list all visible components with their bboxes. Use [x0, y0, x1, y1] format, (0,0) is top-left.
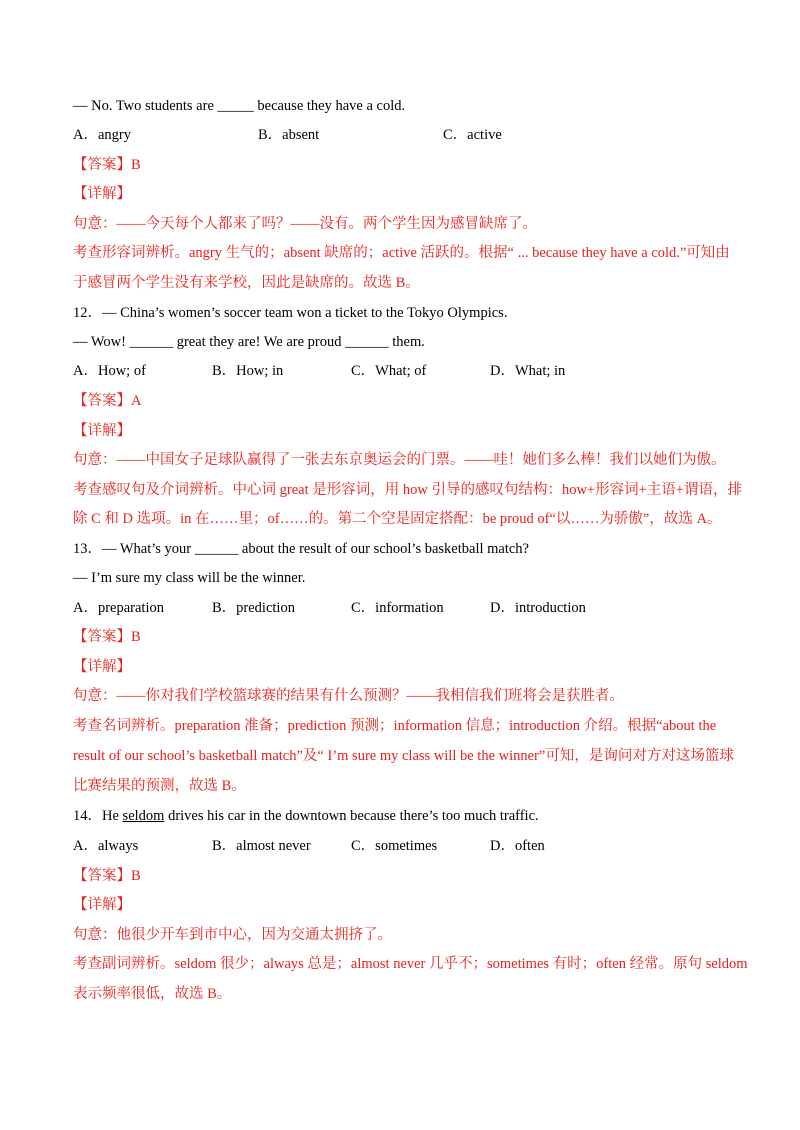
- q13-meaning: 句意：——你对我们学校篮球赛的结果有什么预测？——我相信我们班将会是获胜者。: [73, 688, 624, 704]
- q11-option-a: A．angry: [73, 127, 131, 143]
- q13-analysis-line-1: 考查名词辨析。preparation 准备；prediction 预测；information 信息；introduction 介绍。根据“about the: [73, 718, 717, 734]
- q13-option-a: A．preparation: [73, 600, 164, 616]
- q12-analysis-line-2: 除 C 和 D 选项。in 在……里；of……的。第二个空是固定搭配：be proud of“以……为骄傲”，故选 A。: [73, 511, 722, 527]
- q14-meaning: 句意：他很少开车到市中心，因为交通太拥挤了。: [73, 927, 392, 943]
- q11-detail-label: 【详解】: [73, 186, 131, 202]
- q12-option-d: D．What; in: [490, 363, 566, 379]
- q13-option-b: B．prediction: [212, 600, 295, 616]
- q14-option-d: D．often: [490, 838, 545, 854]
- q14-question-prefix: 14．He: [73, 808, 123, 824]
- q12-answer: 【答案】A: [73, 393, 142, 409]
- q14-option-a: A．always: [73, 838, 139, 854]
- q14-question-suffix: drives his car in the downtown because there’s too much traffic.: [164, 808, 539, 824]
- q14-underlined-word: seldom: [122, 808, 165, 824]
- q13-option-d: D．introduction: [490, 600, 586, 616]
- q12-option-a: A．How; of: [73, 363, 146, 379]
- q12-detail-label: 【详解】: [73, 423, 131, 439]
- q14-question: [73, 806, 539, 826]
- q14-option-b: B．almost never: [212, 838, 311, 854]
- q11-answer: 【答案】B: [73, 157, 141, 173]
- q14-detail-label: 【详解】: [73, 897, 131, 913]
- q13-dialog-line: — I’m sure my class will be the winner.: [73, 570, 306, 586]
- q11-meaning: 句意：——今天每个人都来了吗？——没有。两个学生因为感冒缺席了。: [73, 216, 537, 232]
- q13-answer: 【答案】B: [73, 629, 141, 645]
- q14-analysis-line-1: 考查副词辨析。seldom 很少；always 总是；almost never 几乎不；sometimes 有时；often 经常。原句 seldom: [73, 956, 748, 972]
- q11-option-c: C．active: [443, 127, 502, 143]
- q12-meaning: 句意：——中国女子足球队赢得了一张去东京奥运会的门票。——哇！她们多么棒！我们以她们为傲。: [73, 452, 726, 468]
- q12-option-c: C．What; of: [351, 363, 427, 379]
- q11-analysis-line-1: 考查形容词辨析。angry 生气的；absent 缺席的；active 活跃的。根据“ ... because they have a cold.”可知由: [73, 245, 730, 261]
- q12-question: 12．— China’s women’s soccer team won a ticket to the Tokyo Olympics.: [73, 305, 508, 321]
- q13-option-c: C．information: [351, 600, 444, 616]
- q13-detail-label: 【详解】: [73, 659, 131, 675]
- q11-analysis-line-2: 于感冒两个学生没有来学校，因此是缺席的。故选 B。: [73, 275, 420, 291]
- q14-analysis-line-2: 表示频率很低，故选 B。: [73, 986, 232, 1002]
- q13-question: 13．— What’s your ______ about the result of our school’s basketball match?: [73, 541, 529, 557]
- q12-dialog-line: — Wow! ______ great they are! We are proud ______ them.: [73, 334, 425, 350]
- q14-answer: 【答案】B: [73, 868, 141, 884]
- q13-analysis-line-2: result of our school’s basketball match”及“ I’m sure my class will be the winner”可知，是询问对方对这场篮球: [73, 748, 734, 764]
- q14-option-c: C．sometimes: [351, 838, 438, 854]
- q12-analysis-line-1: 考查感叹句及介词辨析。中心词 great 是形容词，用 how 引导的感叹句结构：how+形容词+主语+谓语，排: [73, 482, 742, 498]
- q11-dialog-line: — No. Two students are _____ because they have a cold.: [73, 98, 406, 114]
- q11-option-b: B．absent: [258, 127, 320, 143]
- q13-analysis-line-3: 比赛结果的预测，故选 B。: [73, 778, 246, 794]
- q12-option-b: B．How; in: [212, 363, 284, 379]
